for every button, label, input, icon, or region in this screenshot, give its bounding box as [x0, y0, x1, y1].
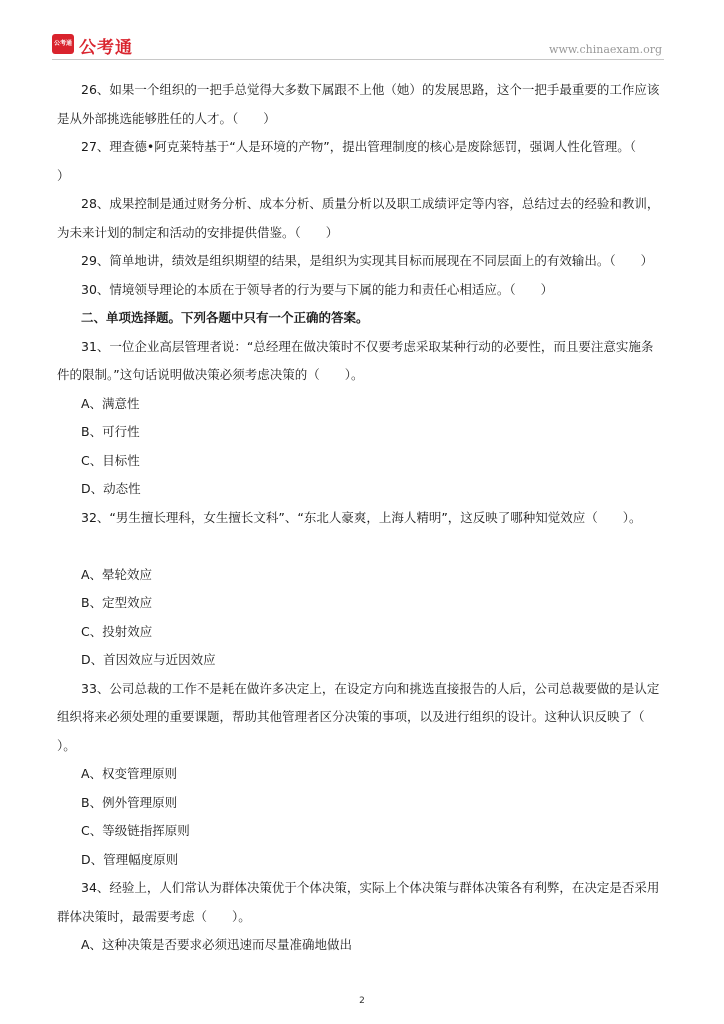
q33-line-2: 组织将来必须处理的重要课题，帮助其他管理者区分决策的事项，以及进行组织的设计。这种认识反映了（: [57, 709, 645, 724]
page-number: 2: [359, 996, 365, 1006]
q32-line: 32、“男生擅长理科，女生擅长文科”、“东北人豪爽，上海人精明”，这反映了哪种知觉效应（ ）。: [81, 509, 642, 525]
q29-line: 29、简单地讲，绩效是组织期望的结果，是组织为实现其目标而展现在不同层面上的有效输出。（ ）: [81, 253, 654, 268]
q33-line-1: 33、公司总裁的工作不是耗在做许多决定上，在设定方向和挑选直接报告的人后，公司总裁要做的是认定: [81, 680, 660, 696]
q32-option-b: B、定型效应: [81, 595, 153, 610]
q34-line-1: 34、经验上，人们常认为群体决策优于个体决策，实际上个体决策与群体决策各有利弊，在决定是否采用: [81, 880, 660, 895]
q33-option-b: B、例外管理原则: [81, 794, 178, 810]
q33-option-d: D、管理幅度原则: [81, 851, 179, 867]
q32-option-a: A、晕轮效应: [81, 566, 153, 582]
document-body: [57, 80, 667, 964]
q31-option-b: B、可行性: [81, 424, 140, 439]
site-url: www.chinaexam.org: [549, 43, 662, 56]
q27-line-1: 27、理查德•阿克莱特基于“人是环境的产物”，提出管理制度的核心是废除惩罚，强调人性化管理。（: [81, 139, 636, 154]
q32-option-d: D、首因效应与近因效应: [81, 652, 216, 667]
q34-option-a: A、这种决策是否要求必须迅速而尽量准确地做出: [81, 937, 353, 952]
q26-line-2: 是从外部挑选能够胜任的人才。（ ）: [57, 110, 276, 126]
q31-line-1: 31、一位企业高层管理者说：“总经理在做决策时不仅要考虑采取某种行动的必要性，而且要注意实施条: [81, 338, 654, 354]
q32-option-c: C、投射效应: [81, 623, 153, 639]
q28-line-1: 28、成果控制是通过财务分析、成本分析、质量分析以及职工成绩评定等内容，总结过去的经验和教训，: [81, 196, 660, 211]
header-divider: [52, 59, 664, 60]
q30-line: 30、情境领导理论的本质在于领导者的行为要与下属的能力和责任心相适应。（ ）: [81, 281, 554, 297]
spacer: [57, 536, 667, 565]
q31-option-a: A、满意性: [81, 395, 140, 411]
page-header: [52, 34, 664, 62]
logo-badge: 公考通: [52, 34, 74, 54]
q33-line-3: ）。: [57, 737, 76, 753]
q31-option-d: D、动态性: [81, 481, 141, 496]
q28-line-2: 为未来计划的制定和活动的安排提供借鉴。（ ）: [57, 224, 339, 240]
q34-line-2: 群体决策时，最需要考虑（ ）。: [57, 908, 251, 924]
q33-option-c: C、等级链指挥原则: [81, 823, 190, 838]
q26-line-1: 26、如果一个组织的一把手总觉得大多数下属跟不上他（她）的发展思路，这个一把手最重要的工作应该: [81, 82, 660, 97]
section-title: 二、单项选择题。下列各题中只有一个正确的答案。: [81, 310, 369, 325]
q31-option-c: C、目标性: [81, 452, 140, 468]
q27-line-2: ）: [57, 167, 70, 183]
q31-line-2: 件的限制。”这句话说明做决策必须考虑决策的（ ）。: [57, 367, 364, 382]
logo-text: 公考通: [79, 38, 133, 58]
q33-option-a: A、权变管理原则: [81, 766, 178, 781]
